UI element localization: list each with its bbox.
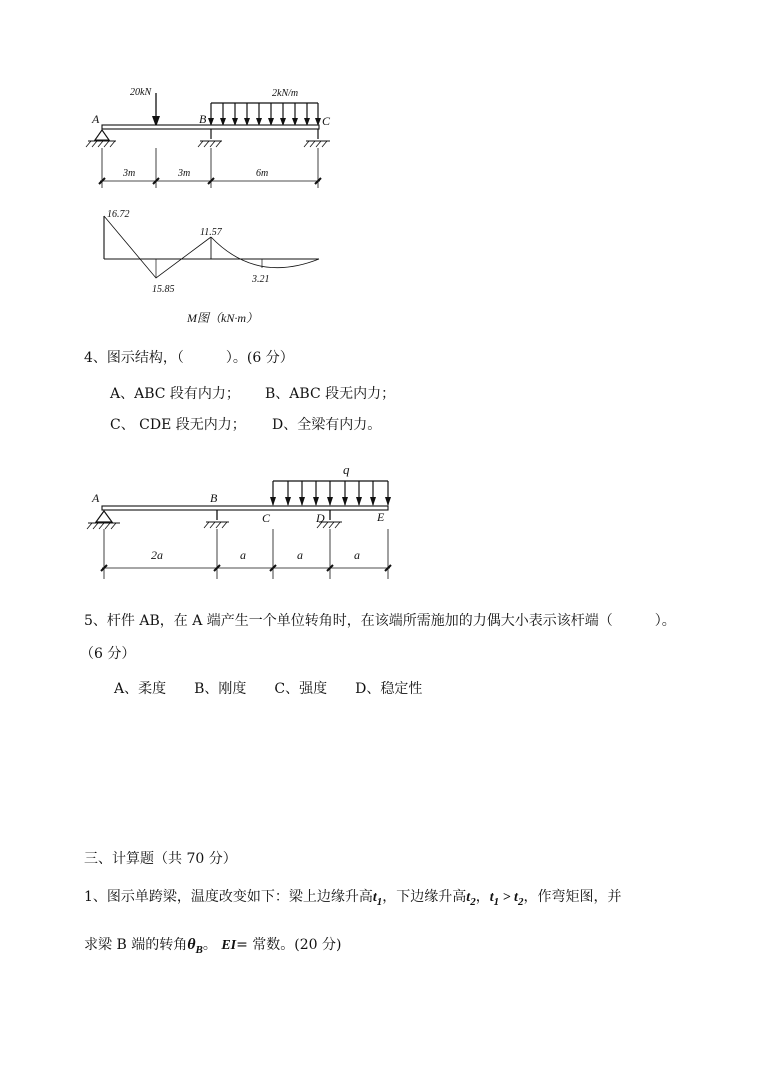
node-c-label: C	[322, 114, 331, 128]
q5-options: A、柔度 B、刚度 C、强度 D、稳定性	[114, 681, 423, 697]
dim2-label-3: a	[297, 548, 303, 562]
node-e-label-2: E	[377, 510, 385, 524]
theta-b-symbol: $\theta_B$	[187, 936, 203, 957]
q-load-label: q	[343, 462, 350, 477]
node-d-label-2: D	[316, 511, 325, 525]
q1-text-a: 1、图示单跨梁，温度改变如下：梁上边缘升高	[84, 889, 373, 905]
node-b-label-2: B	[210, 491, 218, 505]
node-c-label-2: C	[262, 511, 271, 525]
moment-value-bc: 3.21	[252, 274, 270, 285]
dist-load-label: 2kN/m	[272, 88, 299, 99]
dim2-label-2: a	[240, 548, 246, 562]
dim-label-3: 6m	[256, 168, 269, 179]
ei-symbol: EI	[221, 938, 237, 953]
q4-option-d: D、全梁有内力。	[272, 417, 382, 433]
moment-value-span: 15.85	[152, 284, 175, 295]
moment-diagram-caption: M图（kN·m）	[187, 311, 258, 325]
section3-q1-line1: 1、图示单跨梁，温度改变如下：梁上边缘升高$t_1$，下边缘升高$t_2$，$t_1 > t_2$，作弯矩图，并	[84, 889, 622, 908]
dim2-label-1: 2a	[151, 548, 163, 562]
t2-symbol: $t_2$	[466, 890, 476, 908]
section3-q1-line2: 求梁 B 端的转角$\theta_B$。 EI= 常数。(20 分)	[84, 936, 342, 957]
node-a-label: A	[92, 112, 100, 126]
t-compare: $t_1 > t_2$	[489, 890, 524, 908]
q5-stem: 5、杆件 AB，在 A 端产生一个单位转角时，在该端所需施加的力偶大小表示该杆端（ ）。	[84, 613, 676, 629]
q4-stem: 4、图示结构，（ ）。(6 分）	[84, 350, 294, 366]
point-load-label: 20kN	[130, 87, 152, 98]
q5-score: （6 分）	[80, 646, 136, 662]
dim2-label-4: a	[354, 548, 360, 562]
q4-option-b: B、ABC 段无内力；	[265, 386, 396, 402]
q1-text-d: ，作弯矩图，并	[523, 889, 622, 905]
t1-symbol: $t_1$	[372, 890, 383, 908]
q4-option-c: C、 CDE 段无内力；	[110, 417, 246, 433]
section3-heading: 三、计算题（共 70 分）	[84, 851, 237, 867]
dim-label-1: 3m	[123, 168, 136, 179]
q4-option-a: A、ABC 段有内力；	[110, 386, 240, 402]
node-a-label-2: A	[92, 491, 100, 505]
moment-value-a: 16.72	[107, 209, 130, 220]
dim-label-2: 3m	[178, 168, 191, 179]
node-b-label: B	[199, 112, 207, 126]
moment-value-b: 11.57	[200, 227, 222, 238]
q1-text-b: ，下边缘升高	[382, 889, 467, 905]
